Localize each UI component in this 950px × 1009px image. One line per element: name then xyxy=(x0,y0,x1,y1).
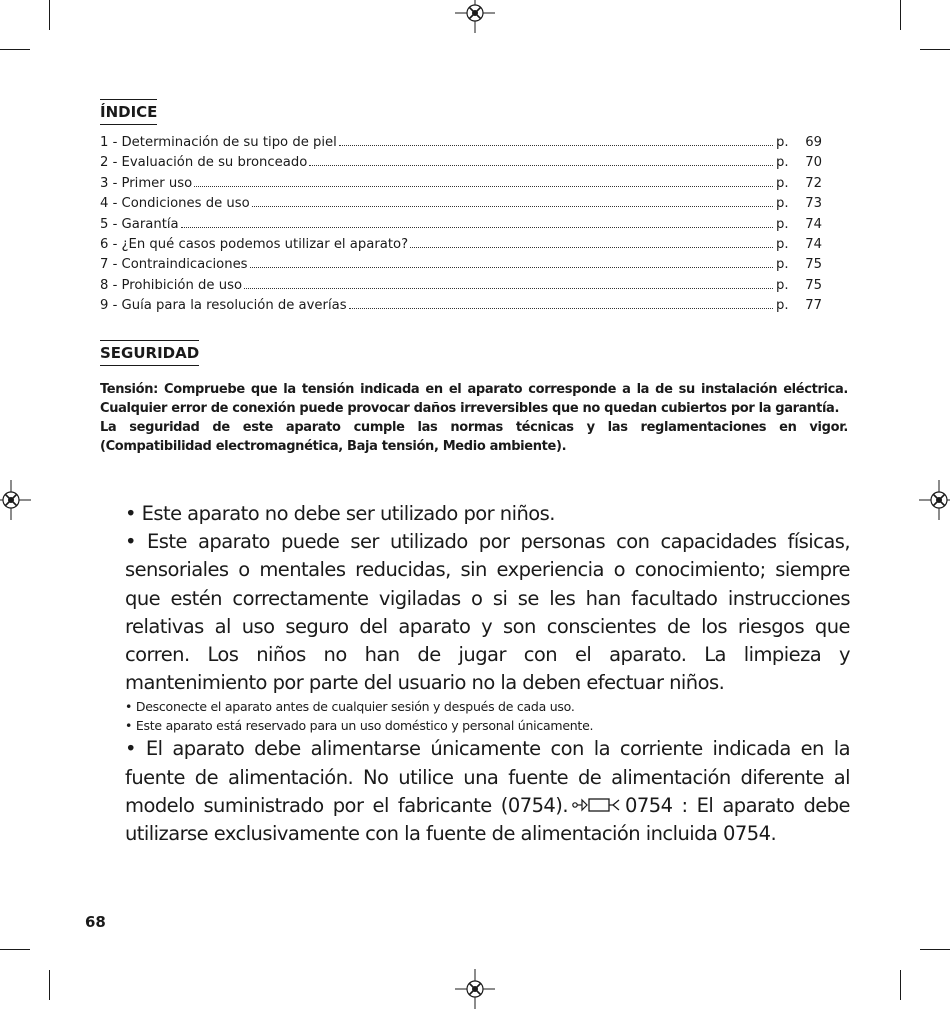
bullet-power-text-2: 0754 : El aparato debe utilizarse exclusivamente con la fuente de alimentación incluida 0754. xyxy=(125,793,850,846)
bullet-power-supply xyxy=(125,735,850,848)
toc-entry[interactable] xyxy=(100,237,822,257)
toc-dot-leader xyxy=(252,205,773,207)
toc-entry-title: 3 - Primer uso xyxy=(100,175,193,191)
power-adapter-icon xyxy=(572,793,622,809)
toc-entry-title: 9 - Guía para la resolución de averías xyxy=(100,298,347,314)
bullet-power-text-1: • El aparato debe alimentarse únicamente con la corriente indicada en la fuente de alimentación. No utilice una fuente de alimentación diferente al modelo suministrado por el fabricante (0754). xyxy=(125,737,850,817)
crop-mark xyxy=(900,0,901,30)
toc-entry[interactable] xyxy=(100,298,822,318)
toc-page-number: 75 xyxy=(805,257,822,273)
voltage-warning-text: Tensión: Compruebe que la tensión indicada en el aparato corresponde a la de su instalación eléctrica. Cualquier error de conexión puede provocar daños irreversibles que no quedan cubiertos por la garantía. xyxy=(100,382,848,416)
toc-entry-title: 5 - Garantía xyxy=(100,216,179,232)
toc-page-number: 73 xyxy=(805,196,822,212)
toc-page-prefix: p. xyxy=(776,236,789,252)
toc-entry-title: 6 - ¿En qué casos podemos utilizar el aparato? xyxy=(100,236,409,252)
toc-page-number: 77 xyxy=(805,298,822,314)
toc-entry-title: 2 - Evaluación de su bronceado xyxy=(100,155,308,171)
crop-mark xyxy=(920,949,950,950)
toc-page-prefix: p. xyxy=(776,257,789,273)
toc-page-number: 74 xyxy=(805,216,822,232)
toc-page-number: 69 xyxy=(805,135,822,150)
toc-dot-leader xyxy=(244,287,773,289)
toc-dot-leader xyxy=(194,185,773,187)
crop-mark xyxy=(49,0,50,30)
toc-entry-title: 4 - Condiciones de uso xyxy=(100,196,250,212)
registration-mark-icon xyxy=(0,480,31,520)
bullet-domestic: • Este aparato está reservado para un uso doméstico y personal únicamente. xyxy=(125,718,594,734)
toc-heading: ÍNDICE xyxy=(100,99,157,125)
standards-warning-text: La seguridad de este aparato cumple las normas técnicas y las reglamentaciones en vigor. (Compatibilidad electromagnética, Baja tensión, Medio ambiente). xyxy=(100,420,848,454)
table-of-contents xyxy=(100,135,822,319)
toc-entry[interactable] xyxy=(100,196,822,216)
crop-mark xyxy=(920,49,950,50)
toc-page-prefix: p. xyxy=(776,135,789,150)
toc-page-prefix: p. xyxy=(776,298,789,314)
toc-dot-leader xyxy=(181,226,773,228)
registration-mark-icon xyxy=(919,480,950,520)
toc-page-number: 70 xyxy=(805,155,822,171)
toc-dot-leader xyxy=(410,246,773,248)
safety-heading: SEGURIDAD xyxy=(100,340,199,366)
toc-entry-title: 8 - Prohibición de uso xyxy=(100,277,243,293)
toc-entry-title: 7 - Contraindicaciones xyxy=(100,257,248,273)
toc-entry[interactable] xyxy=(100,176,822,196)
crop-mark xyxy=(0,49,30,50)
toc-page-prefix: p. xyxy=(776,175,789,191)
page-number: 68 xyxy=(85,913,106,931)
safety-instructions xyxy=(125,500,850,848)
toc-page-prefix: p. xyxy=(776,216,789,232)
toc-entry[interactable] xyxy=(100,257,822,277)
crop-mark xyxy=(900,970,901,1000)
toc-page-number: 75 xyxy=(805,277,822,293)
toc-page-prefix: p. xyxy=(776,277,789,293)
toc-page-number: 72 xyxy=(805,175,822,191)
toc-dot-leader xyxy=(309,164,773,166)
toc-entry[interactable] xyxy=(100,155,822,175)
toc-entry[interactable] xyxy=(100,217,822,237)
toc-entry[interactable] xyxy=(100,135,822,155)
bullet-disconnect: • Desconecte el aparato antes de cualquier sesión y después de cada uso. xyxy=(125,699,575,715)
toc-entry-title: 1 - Determinación de su tipo de piel xyxy=(100,135,337,150)
voltage-warning xyxy=(100,380,848,456)
bullet-children: • Este aparato no debe ser utilizado por niños. xyxy=(125,502,555,525)
toc-dot-leader xyxy=(250,266,773,268)
toc-page-number: 74 xyxy=(805,236,822,252)
bullet-capacities: • Este aparato puede ser utilizado por personas con capacidades físicas, sensoriales o mentales reducidas, sin experiencia o conocimiento; siempre que estén correctamente vigiladas o si se les han facultado instrucciones relativas al uso seguro del aparato y son conscientes de los riesgos que corren. Los niños no han de jugar con el aparato. La limpieza y mantenimiento por parte del usuario no la deben efectuar niños. xyxy=(125,530,850,695)
toc-page-prefix: p. xyxy=(776,196,789,212)
registration-mark-icon xyxy=(455,0,495,33)
crop-mark xyxy=(0,949,30,950)
registration-mark-icon xyxy=(455,969,495,1009)
toc-entry[interactable] xyxy=(100,278,822,298)
toc-dot-leader xyxy=(339,144,773,146)
toc-page-prefix: p. xyxy=(776,155,789,171)
toc-dot-leader xyxy=(349,307,773,309)
crop-mark xyxy=(49,970,50,1000)
